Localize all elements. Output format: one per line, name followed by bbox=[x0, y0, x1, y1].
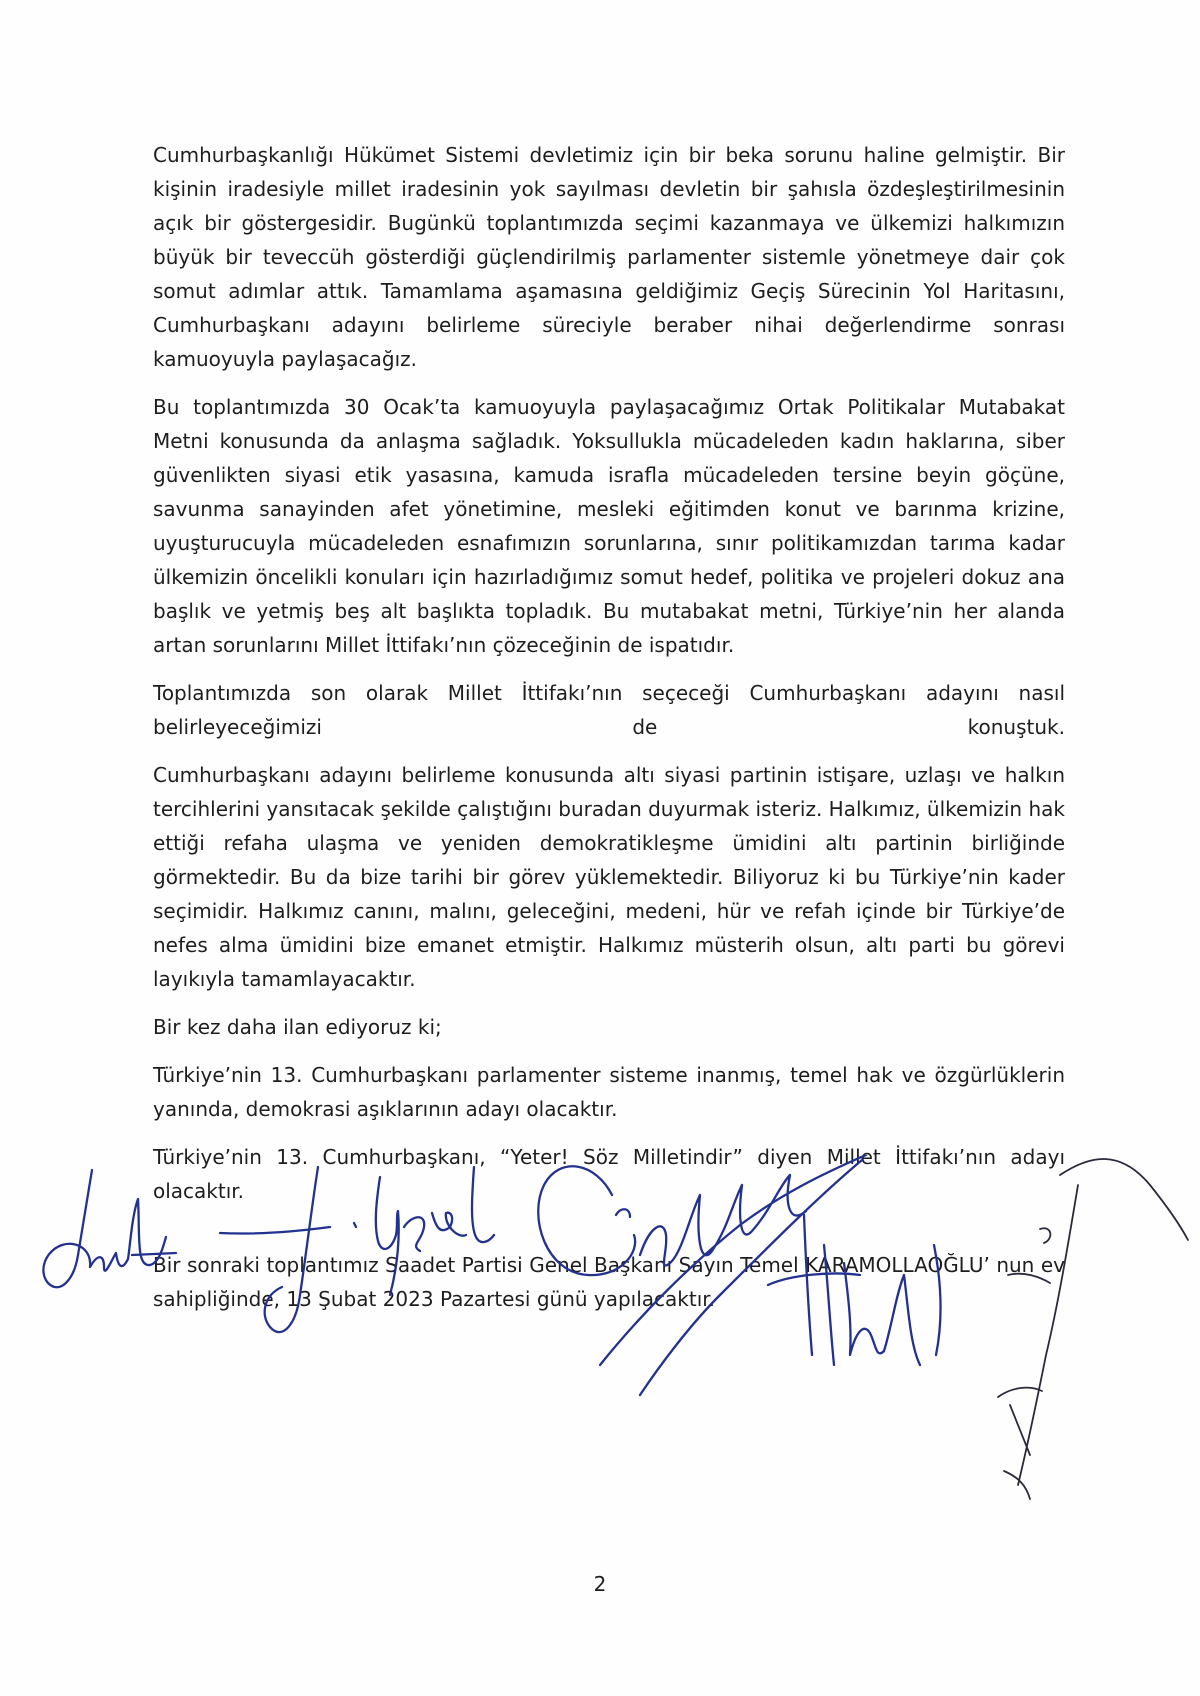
paragraph-3: Toplantımızda son olarak Millet İttifakı’nın seçeceği Cumhurbaşkanı adayını nasıl belirleyeceğimizi de konuştuk. bbox=[153, 681, 1065, 739]
paragraph-2: Bu toplantımızda 30 Ocak’ta kamuoyuyla paylaşacağımız Ortak Politikalar Mutabakat Metni konusunda da anlaşma sağladık. Yoksullukla mücadeleden kadın haklarına, siber güvenlikten siyasi etik yasasına, kamuda israfla mücadeleden tersine beyin göçüne, savunma sanayinden afet yönetimine, mesleki eğitimden konut ve barınma krizine, uyuşturucuyla mücadeleden esnafımızın sorunlarına, sınır politikamızdan tarıma kadar ülkemizin öncelikli konuları için hazırladığımız somut hedef, politika ve projeleri dokuz ana başlık ve yetmiş beş alt başlıkta topladık. Bu mutabakat metni, Türkiye’nin her alanda artan sorunlarını Millet İttifakı’nın çözeceğinin de ispatıdır. bbox=[153, 395, 1065, 657]
body-text bbox=[153, 138, 1065, 1330]
page-number: 2 bbox=[593, 1572, 607, 1596]
signature-1 bbox=[43, 1170, 176, 1287]
signatures-area bbox=[0, 1155, 1200, 1530]
signature-4 bbox=[768, 1215, 940, 1365]
signature-2 bbox=[220, 1167, 494, 1332]
paragraph-4: Cumhurbaşkanı adayını belirleme konusunda altı siyasi partinin istişare, uzlaşı ve halkın tercihlerini yansıtacak şekilde çalıştığını buradan duyurmak isteriz. Halkımız, ülkemizin hak ettiği refaha ulaşma ve yeniden demokratikleşme ümidini altı partinin birliğinde görmektedir. Bu da bize tarihi bir görev yüklemektedir. Biliyoruz ki bu Türkiye’nin kader seçimidir. Halkımız canını, malını, geleceğini, medeni, hür ve refah içinde bir Türkiye’de nefes alma ümidini bize emanet etmiştir. Halkımız müsterih olsun, altı parti bu görevi layıkıyla tamamlayacaktır. bbox=[153, 763, 1065, 991]
paragraph-6: Türkiye’nin 13. Cumhurbaşkanı parlamenter sisteme inanmış, temel hak ve özgürlüklerin yanında, demokrasi aşıklarının adayı olacaktır. bbox=[153, 1063, 1065, 1121]
paragraph-8: Bir sonraki toplantımız Saadet Partisi Genel Başkanı Sayın Temel KARAMOLLAOĞLU’ nun ev sahipliğinde, 13 Şubat 2023 Pazartesi günü yapılacaktır. bbox=[153, 1253, 1065, 1311]
paragraph-5: Bir kez daha ilan ediyoruz ki; bbox=[153, 1015, 442, 1039]
signature-5 bbox=[998, 1159, 1188, 1499]
paragraph-1: Cumhurbaşkanlığı Hükümet Sistemi devletimiz için bir beka sorunu haline gelmiştir. Bir kişinin iradesiyle millet iradesinin yok sayılması devletin bir şahısla özdeşleştirilmesinin açık bir göstergesidir. Bugünkü toplantımızda seçimi kazanmaya ve ülkemizi halkımızın büyük bir teveccüh gösterdiği güçlendirilmiş parlamenter sistemle yönetmeye dair çok somut adımlar attık. Tamamlama aşamasına geldiğimiz Geçiş Sürecinin Yol Haritasını, Cumhurbaşkanı adayını belirleme süreciyle beraber nihai değerlendirme sonrası kamuoyuyla paylaşacağız. bbox=[153, 143, 1065, 371]
signatures-image bbox=[0, 1155, 1200, 1530]
paragraph-7: Türkiye’nin 13. Cumhurbaşkanı, “Yeter! Söz Milletindir” diyen Millet İttifakı’nın adayı olacaktır. bbox=[153, 1145, 1065, 1203]
